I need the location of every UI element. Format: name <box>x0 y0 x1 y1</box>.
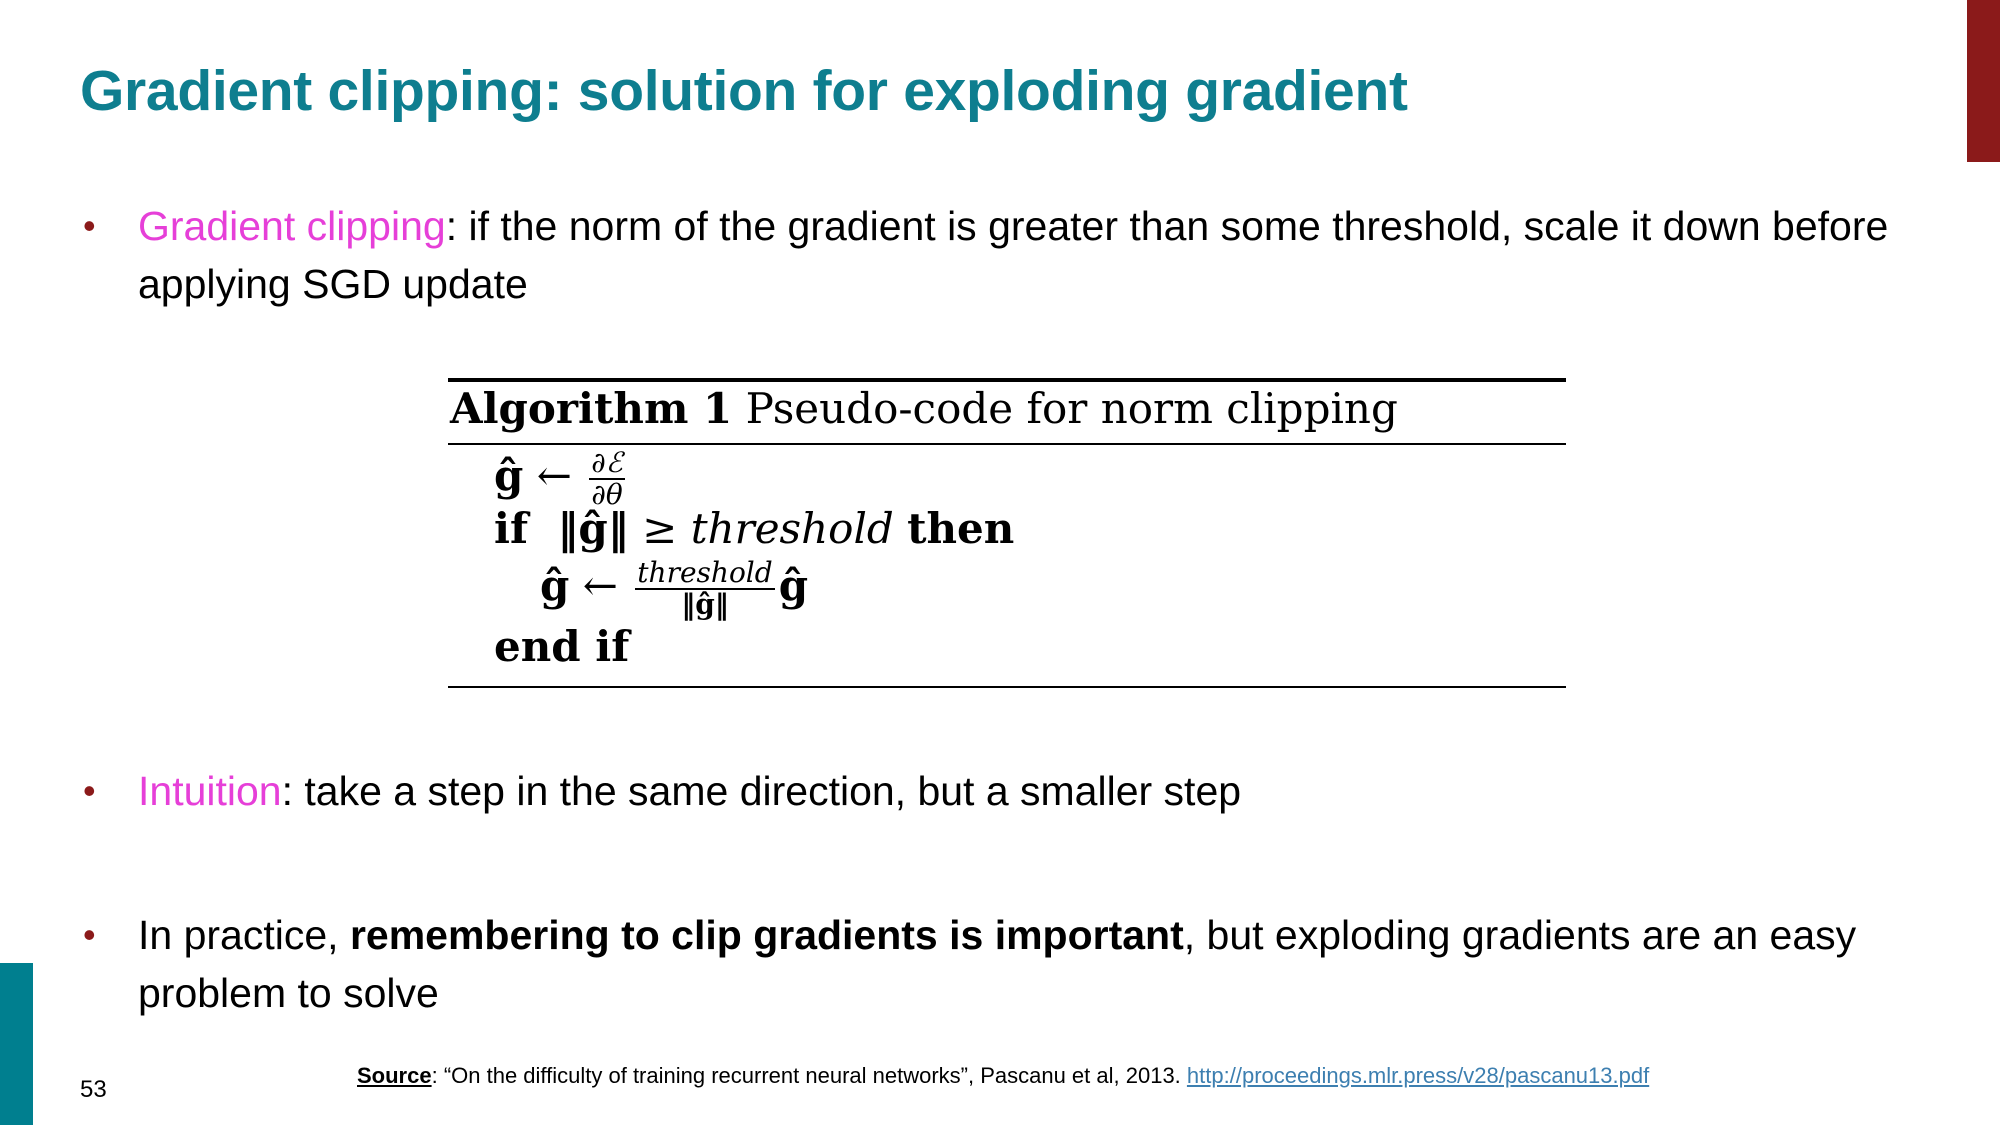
fraction-dE-dtheta <box>589 448 624 510</box>
accent-bar-bottom <box>0 963 33 1125</box>
algorithm-top-rule <box>448 378 1566 382</box>
bullet-text-bold: remembering to clip gradients is important <box>349 912 1184 958</box>
bullet-dot-icon: • <box>83 205 96 246</box>
bullet-intuition <box>83 762 1938 820</box>
fraction-denominator: ‖ĝ‖ <box>681 588 729 621</box>
algorithm-line-4 <box>494 622 629 671</box>
keyword-end-if: end if <box>494 622 630 671</box>
source-citation <box>357 1063 1649 1089</box>
geq-symbol: ≥ <box>642 504 678 553</box>
source-text: : “On the difficulty of training recurrent neural networks”, Pascanu et al, 2013. <box>431 1063 1187 1088</box>
bullet-text: : if the norm of the gradient is greater than some threshold, scale it down before applying SGD update <box>138 203 1889 307</box>
algorithm-mid-rule <box>448 443 1566 445</box>
fraction-numerator: ∂ℰ <box>591 446 623 479</box>
page-number: 53 <box>80 1076 107 1103</box>
bullet-dot-icon: • <box>83 914 96 955</box>
fraction-denominator: ∂θ <box>591 478 623 511</box>
bullet-text: : take a step in the same direction, but a smaller step <box>281 768 1242 814</box>
algorithm-label: Algorithm 1 <box>450 384 733 433</box>
algorithm-line-1 <box>494 448 629 510</box>
accent-bar-top <box>1967 0 2000 162</box>
bullet-in-practice <box>83 906 1938 1022</box>
assign-arrow: ← <box>582 561 618 610</box>
bullet-text-pre: In practice, <box>138 912 350 958</box>
algorithm-caption <box>450 384 1398 433</box>
bullet-dot-icon: • <box>83 770 96 811</box>
bullet-term: Intuition <box>138 768 282 814</box>
algorithm-box <box>448 378 1566 690</box>
fraction-numerator: threshold <box>637 556 773 589</box>
bullet-gradient-clipping <box>83 197 1938 313</box>
keyword-if: if <box>494 504 529 553</box>
g-hat: ĝ <box>494 451 524 500</box>
norm-g-hat: ‖ĝ‖ <box>557 504 629 553</box>
algorithm-line-3 <box>540 558 808 620</box>
source-link[interactable]: http://proceedings.mlr.press/v28/pascanu13.pdf <box>1186 1063 1650 1088</box>
fraction-threshold-norm <box>635 558 774 620</box>
algorithm-bottom-rule <box>448 686 1566 688</box>
threshold-var: threshold <box>690 504 894 553</box>
bullet-text-post: , but exploding gradients are an easy problem to solve <box>138 912 1857 1016</box>
g-hat: ĝ <box>540 561 570 610</box>
source-label: Source <box>357 1063 432 1088</box>
assign-arrow: ← <box>536 451 572 500</box>
slide-title: Gradient clipping: solution for exploding gradient <box>80 59 1408 123</box>
bullet-term: Gradient clipping <box>138 203 446 249</box>
algorithm-line-2 <box>494 504 1014 553</box>
algorithm-caption-text: Pseudo-code for norm clipping <box>745 384 1398 433</box>
keyword-then: then <box>907 504 1015 553</box>
g-hat: ĝ <box>778 561 809 610</box>
